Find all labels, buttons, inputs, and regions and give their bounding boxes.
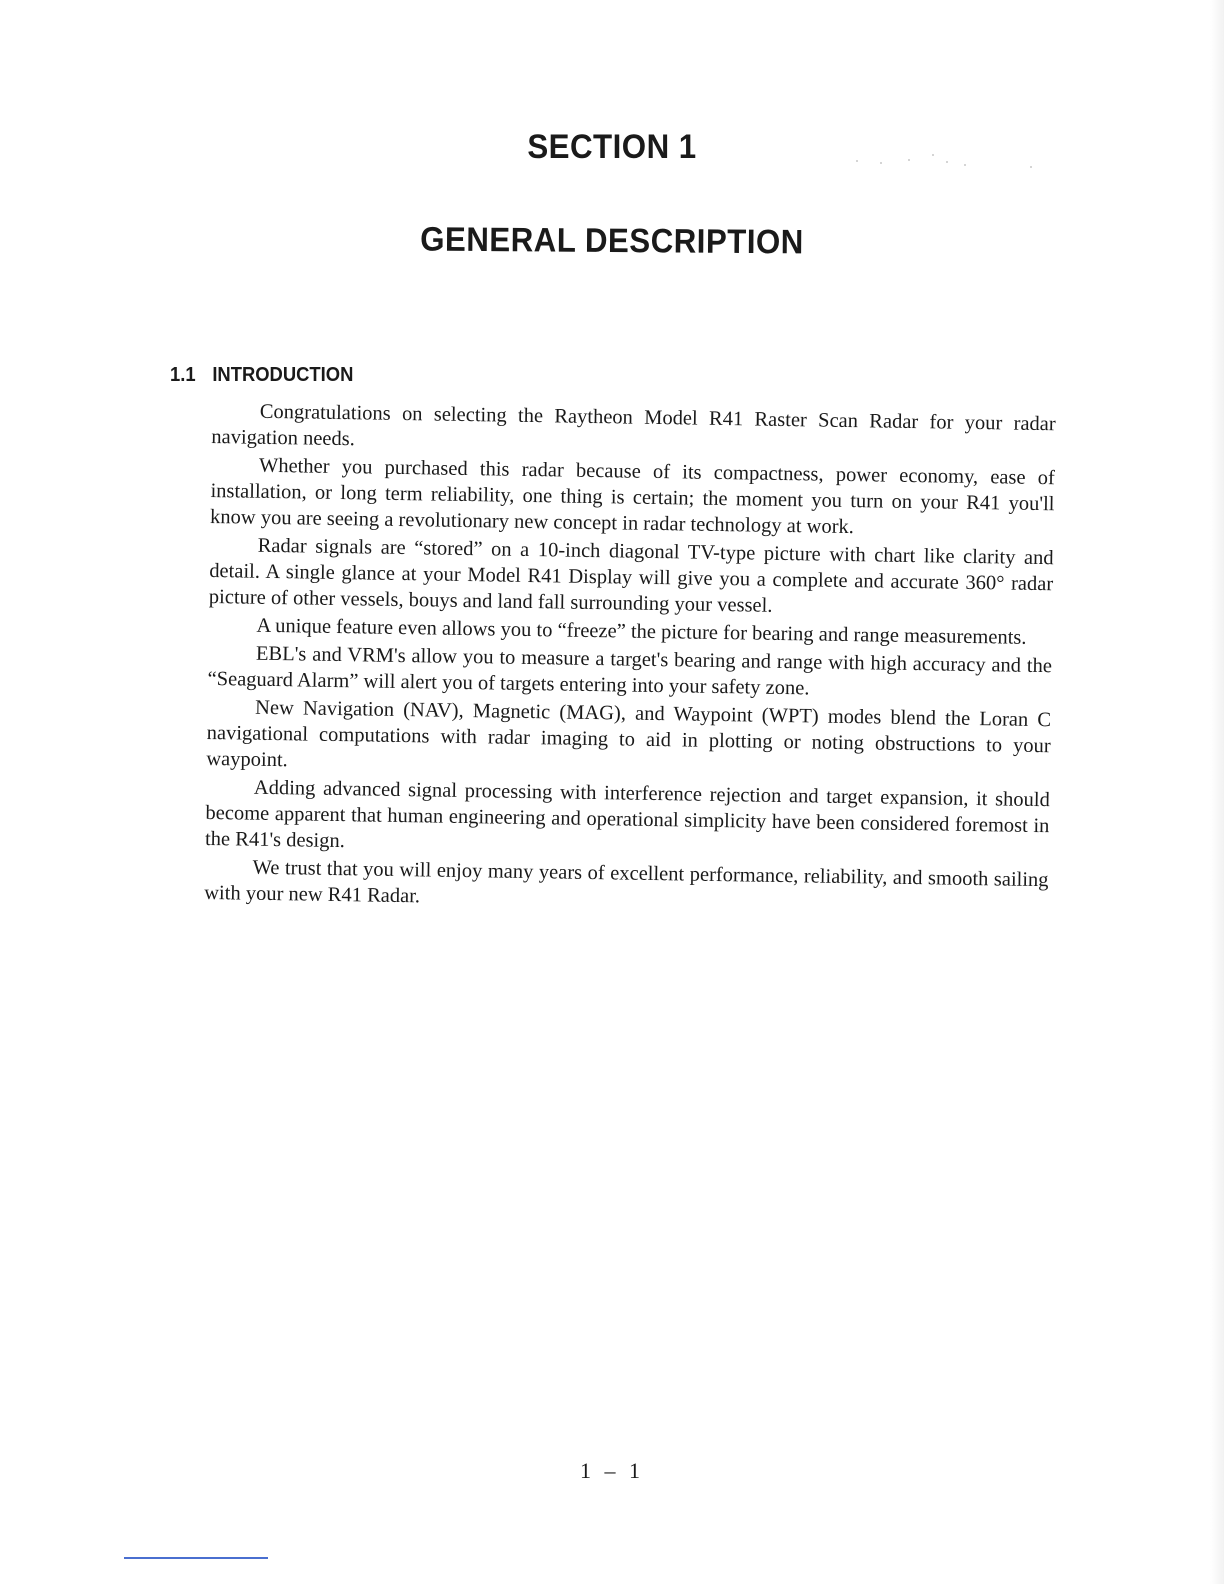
subsection-title: INTRODUCTION — [212, 364, 354, 386]
paragraph: A unique feature even allows you to “freeze” the picture for bearing and range measurements. — [256, 614, 1027, 649]
paragraph: Radar signals are “stored” on a 10-inch diagonal TV-type picture with chart like clarity and detail. A single glance at your Model R41 Display will give you a complete and accurate 360° radar picture of other vessels, bouys and land fall surrounding your vessel. — [208, 534, 1054, 617]
scan-edge-line — [124, 1557, 268, 1559]
paragraph: We trust that you will enjoy many years of excellent performance, reliability, and smooth sailing with your new R41 Radar. — [204, 856, 1049, 908]
page-edge-shadow — [1210, 0, 1224, 1584]
paragraph: Whether you purchased this radar because of its compactness, power economy, ease of installation, or long term reliability, one thing is certain; the moment you turn on your R41 you'll know you are seeing a revolutionary new concept in radar technology at work. — [209, 454, 1056, 539]
body-text — [204, 398, 1056, 921]
section-label: SECTION 1 — [527, 128, 697, 166]
paragraph: Adding advanced signal processing with interference rejection and target expansion, it should become apparent that human engineering and operational simplicity have been considered foremost in the R41's design. — [204, 776, 1050, 853]
paragraph: New Navigation (NAV), Magnetic (MAG), and Waypoint (WPT) modes blend the Loran C navigational computations with radar imaging to aid in plotting or noting obstructions to your waypoint. — [206, 696, 1052, 772]
page-number: 1 – 1 — [580, 1458, 644, 1483]
subsection-number: 1.1 — [170, 364, 196, 386]
subsection-heading — [170, 364, 353, 387]
paragraph: EBL's and VRM's allow you to measure a target's bearing and range with high accuracy and the “Seaguard Alarm” will alert you of targets entering into your safety zone. — [207, 642, 1053, 700]
paragraph: Congratulations on selecting the Raytheon Model R41 Raster Scan Radar for your radar navigation needs. — [211, 400, 1056, 451]
chapter-title: GENERAL DESCRIPTION — [420, 220, 804, 262]
